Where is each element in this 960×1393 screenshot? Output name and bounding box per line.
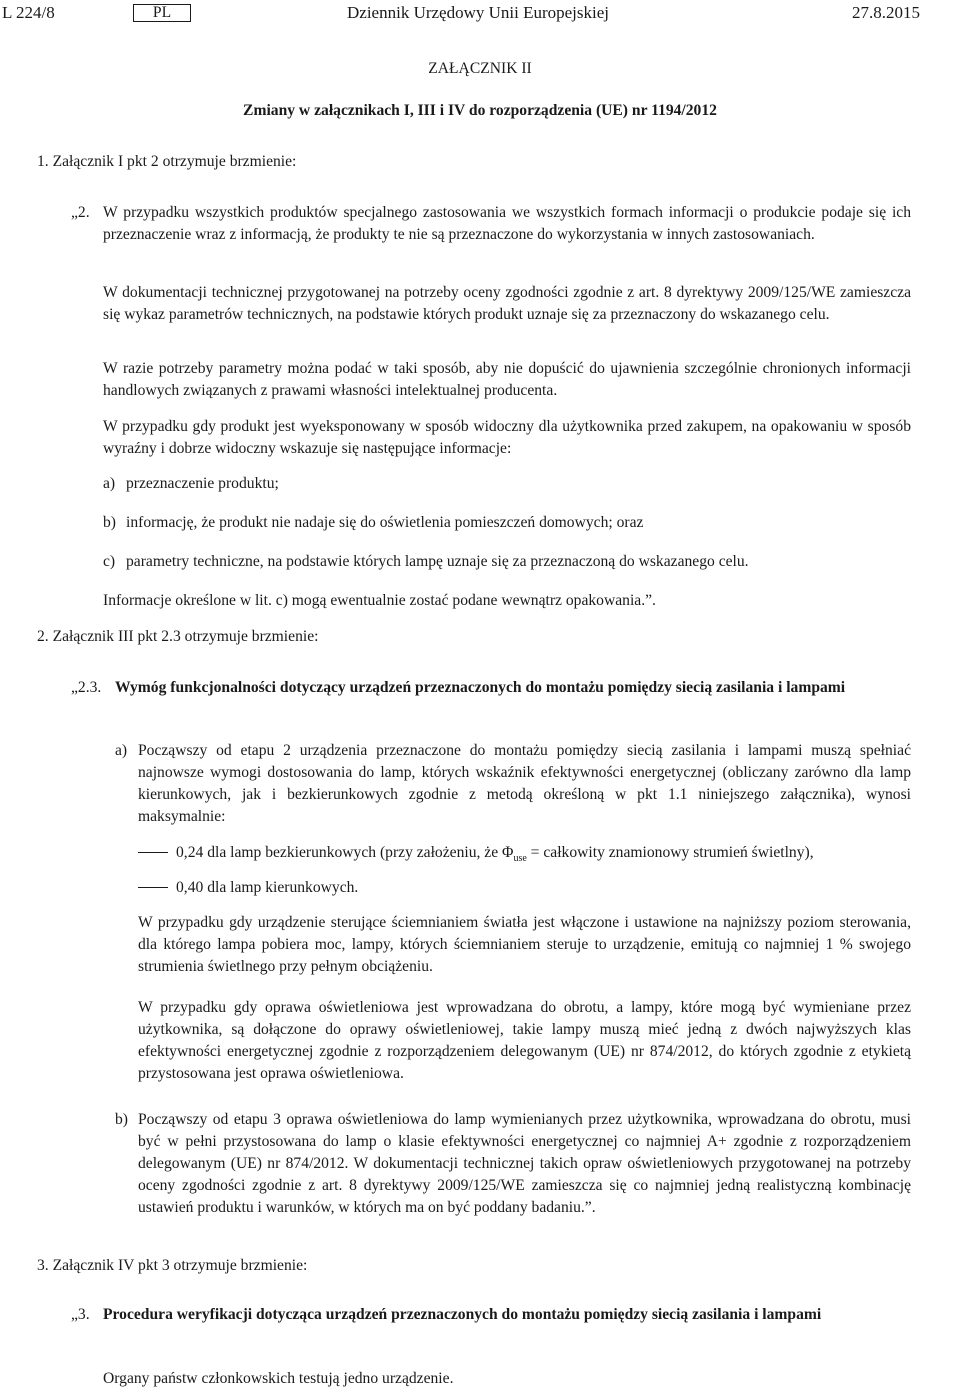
list-item-label: a): [103, 475, 116, 492]
dash-item-text: 0,24 dla lamp bezkierunkowych (przy założeniu, że Φ: [176, 844, 514, 861]
dash-item-text: 0,40 dla lamp kierunkowych.: [176, 879, 359, 896]
section-heading: Wymóg funkcjonalności dotyczący urządzeń przeznaczonych do montażu pomiędzy siecią zasilania i lampami: [115, 679, 846, 696]
paragraph: W przypadku gdy urządzenie sterujące ściemnianiem światła jest włączone i ustawione na najniższy poziom sterowania, dla którego lampa pobiera moc, lampy, których ściemnianiem steruje to urządzenie, emitują co najmniej 1 % swojego strumienia świetlnego przy pełnym obciążeniu.: [138, 914, 911, 975]
list-item-label: b): [103, 514, 116, 531]
section-3-intro: 3. Załącznik IV pkt 3 otrzymuje brzmienie:: [37, 1257, 308, 1274]
paragraph: W przypadku gdy oprawa oświetleniowa jest wprowadzana do obrotu, a lampy, które mogą być wymieniane przez użytkownika, są dołączone do oprawy oświetleniowej, takie lampy muszą mieć jedną z dwóch najwyższych klas efektywności energetycznej zgodnie z rozporządzeniem delegowanym (UE) nr 874/2012, do których zgodnie z etykietą przystosowana jest oprawa oświetleniowa.: [138, 999, 911, 1082]
point-3-number: „3.: [71, 1306, 90, 1323]
em-dash: [138, 852, 168, 853]
paragraph: W dokumentacji technicznej przygotowanej na potrzeby oceny zgodności zgodnie z art. 8 dyrektywy 2009/125/WE zamieszcza się wykaz parametrów technicznych, na podstawie których produkt uznaje się za przeznaczony do wskazanego celu.: [103, 284, 911, 323]
publication-date: 27.8.2015: [852, 3, 920, 22]
dash-item: [138, 877, 911, 899]
list-item: przeznaczenie produktu;: [126, 475, 279, 492]
em-dash: [138, 887, 168, 888]
paragraph: Począwszy od etapu 2 urządzenia przeznaczone do montażu pomiędzy siecią zasilania i lampami muszą spełniać najnowsze wymogi dostosowania do lamp, których wskaźnik efektywności energetycznej (obliczany zarówno dla lamp kierunkowych, jak i bezkierunkowych zgodnie z metodą określoną w pkt 1.1 niniejszego załącznika), wynosi maksymalnie:: [138, 742, 911, 825]
closing-note: Informacje określone w lit. c) mogą ewentualnie zostać podane wewnątrz opakowania.”.: [103, 592, 656, 609]
dash-item: [138, 842, 911, 864]
paragraph: Organy państw członkowskich testują jedno urządzenie.: [103, 1370, 454, 1387]
list-item: parametry techniczne, na podstawie których lampę uznaje się za przeznaczoną do wskazanego celu.: [126, 553, 749, 570]
point-2-3-number: „2.3.: [71, 679, 102, 696]
annex-label: ZAŁĄCZNIK II: [428, 60, 532, 77]
section-2-intro: 2. Załącznik III pkt 2.3 otrzymuje brzmienie:: [37, 628, 319, 645]
list-item: informację, że produkt nie nadaje się do oświetlenia pomieszczeń domowych; oraz: [126, 514, 644, 531]
section-1-intro: 1. Załącznik I pkt 2 otrzymuje brzmienie:: [37, 153, 297, 170]
list-item-label: a): [115, 742, 128, 759]
journal-title: Dziennik Urzędowy Unii Europejskiej: [347, 3, 610, 22]
paragraph: W przypadku gdy produkt jest wyeksponowany w sposób widoczny dla użytkownika przed zakupem, na opakowaniu w sposób wyraźny i dobrze widoczny wskazuje się następujące informacje:: [103, 418, 911, 457]
language-box: PL: [133, 4, 191, 22]
annex-title: Zmiany w załącznikach I, III i IV do rozporządzenia (UE) nr 1194/2012: [243, 102, 717, 119]
paragraph: W razie potrzeby parametry można podać w taki sposób, aby nie dopuścić do ujawnienia szczególnie chronionych informacji handlowych związanych z prawami własności intelektualnej producenta.: [103, 360, 911, 399]
page-reference: L 224/8: [2, 3, 55, 22]
paragraph: W przypadku wszystkich produktów specjalnego zastosowania we wszystkich formach informacji o produkcie podaje się ich przeznaczenie wraz z informacją, że produkty te nie są przeznaczone do wykorzystania w innych zastosowaniach.: [103, 204, 911, 243]
point-2-number: „2.: [71, 204, 90, 221]
paragraph: Począwszy od etapu 3 oprawa oświetleniowa do lamp wymienianych przez użytkownika, wprowadzana do obrotu, musi być w pełni przystosowana do lamp o klasie efektywności energetycznej co najmniej A+ zgodnie z rozporządzeniem delegowanym (UE) nr 874/2012. W dokumentacji technicznej takich opraw oświetleniowych przygotowanej na potrzeby oceny zgodności zgodnie z art. 8 dyrektywy 2009/125/WE zamieszcza się co najmniej jedną realistyczną kombinację ustawień produktu i warunków, w których ma on być poddany badaniu.”.: [138, 1111, 911, 1216]
list-item-label: b): [115, 1111, 128, 1128]
phi-subscript: use: [513, 853, 527, 865]
list-item-label: c): [103, 553, 116, 570]
dash-item-text-end: = całkowity znamionowy strumień świetlny),: [526, 844, 814, 861]
section-heading: Procedura weryfikacji dotycząca urządzeń przeznaczonych do montażu pomiędzy siecią zasilania i lampami: [103, 1306, 822, 1323]
